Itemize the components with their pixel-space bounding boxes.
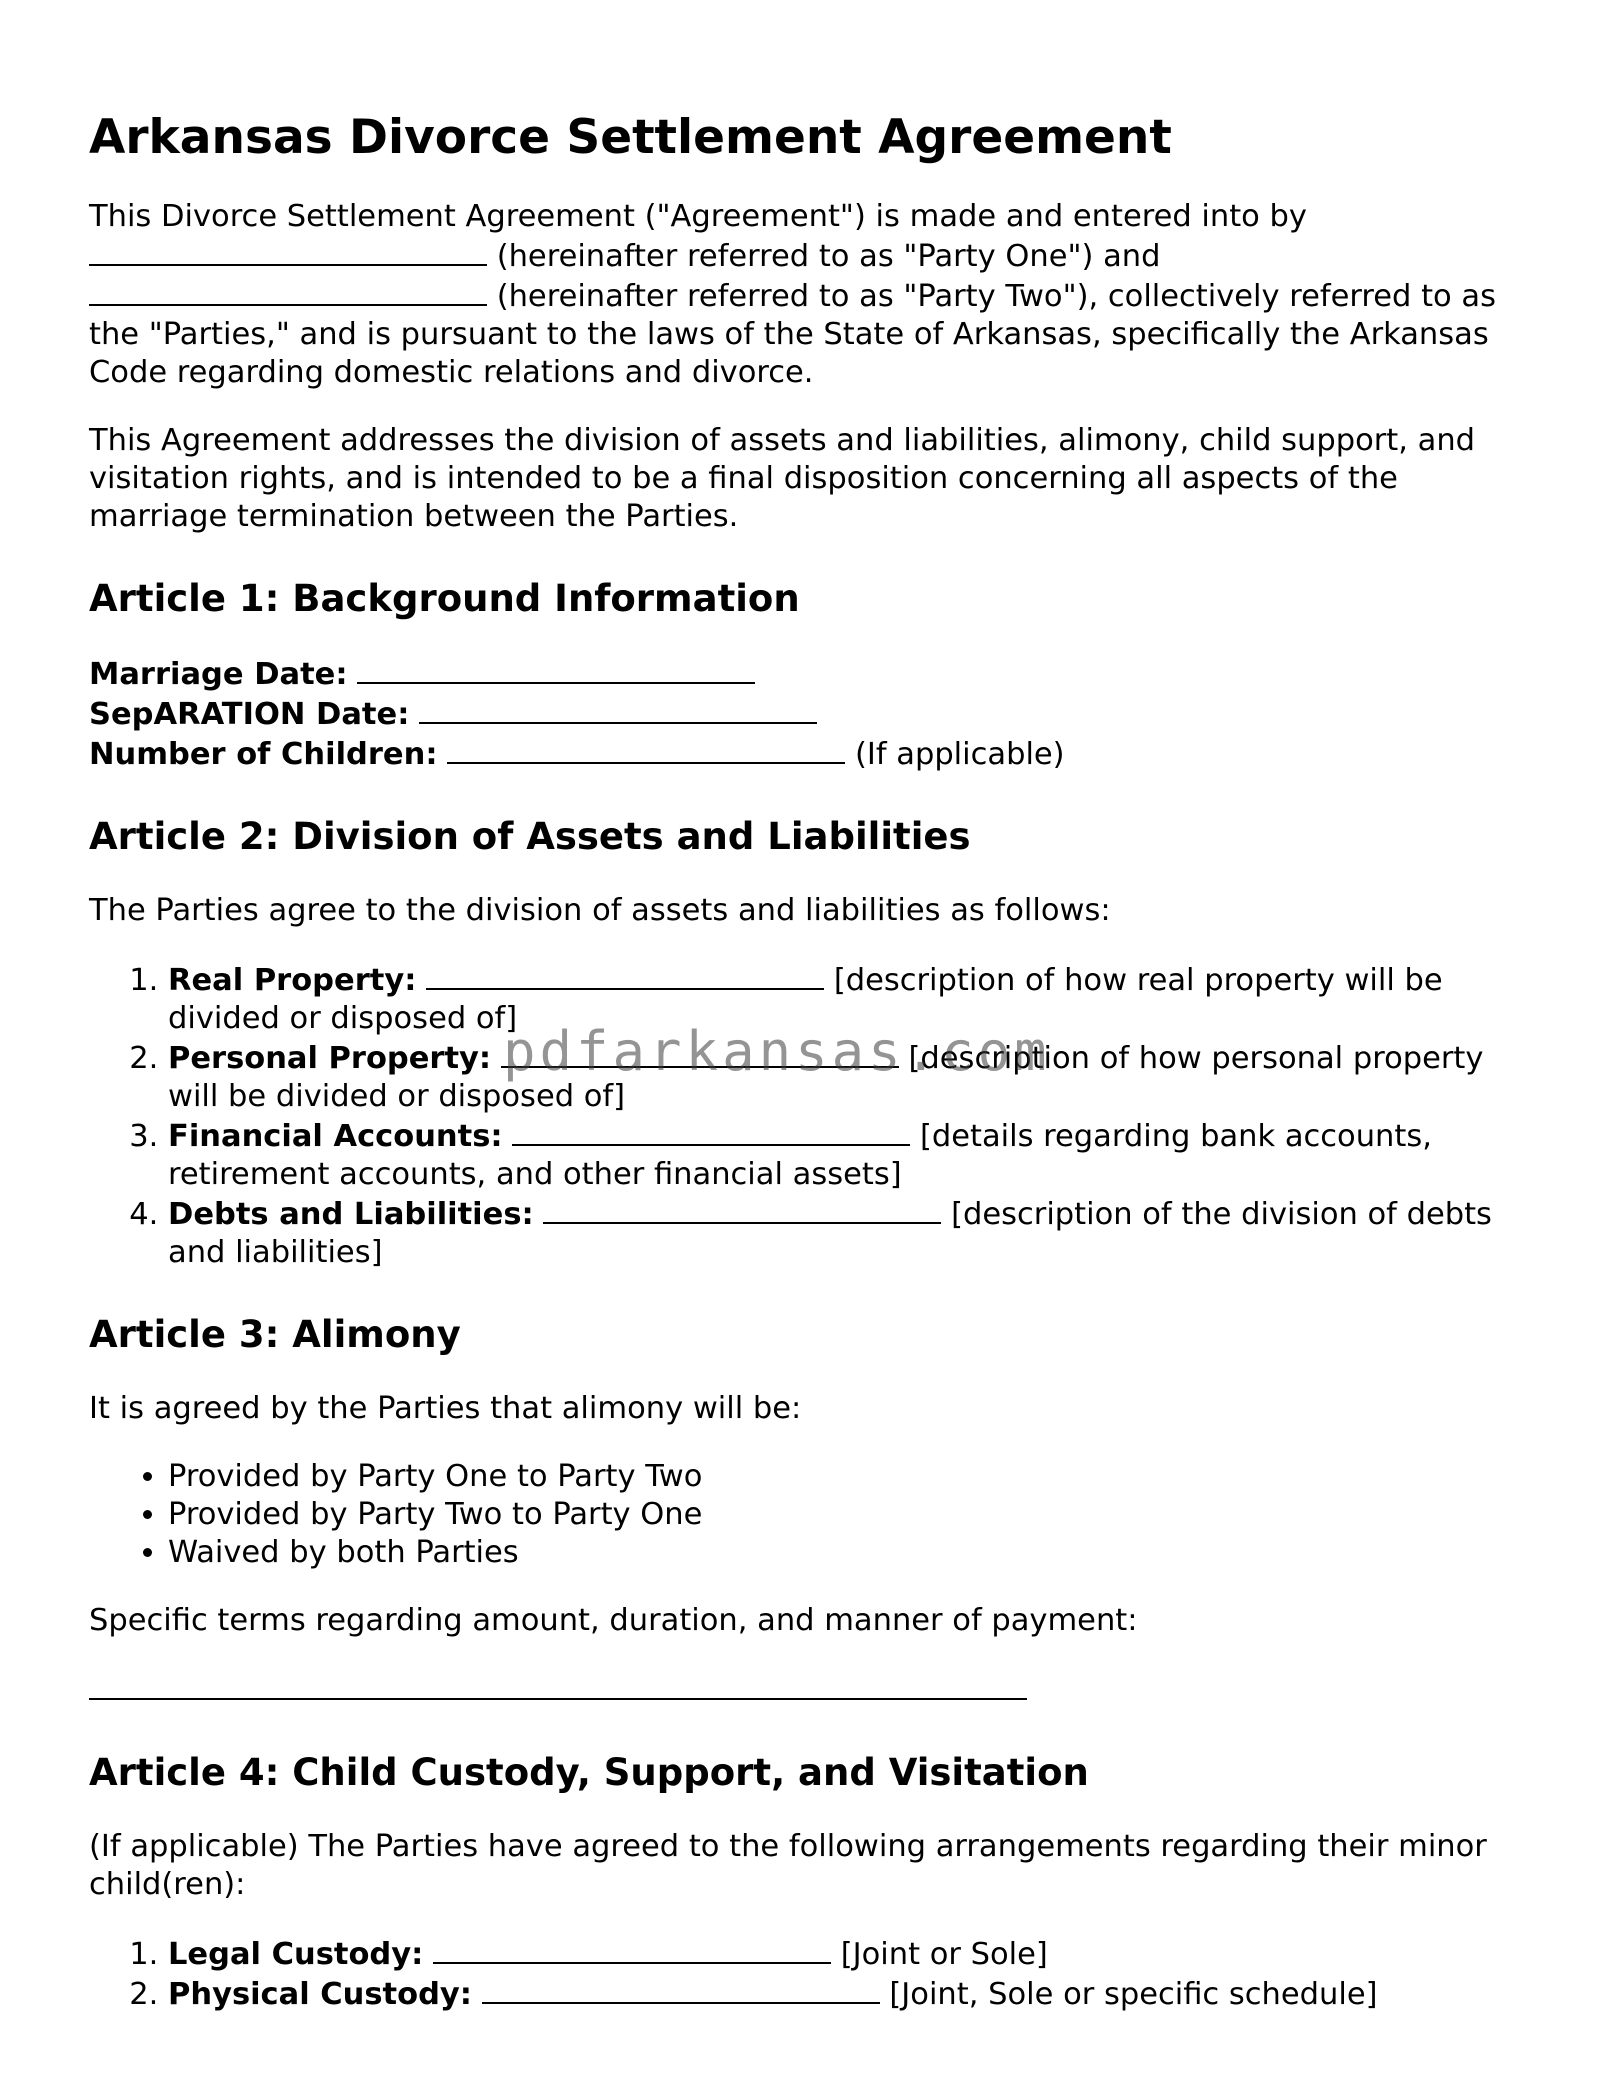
- financial-accounts-desc: [details regarding bank accounts, retirement accounts, and other financial assets]: [168, 1119, 1432, 1192]
- custody-list: [89, 1934, 1529, 2014]
- legal-custody-desc: [Joint or Sole]: [840, 1937, 1048, 1972]
- list-item: [168, 1934, 1529, 1974]
- alimony-terms-blank[interactable]: [89, 1670, 1027, 1700]
- intro-text-a: This Divorce Settlement Agreement ("Agreement") is made and entered into by: [89, 199, 1307, 234]
- alimony-option: • Waived by both Parties: [168, 1534, 1529, 1572]
- marriage-date-label: Marriage Date:: [89, 657, 348, 692]
- article-2-intro: The Parties agree to the division of assets and liabilities as follows:: [89, 893, 1111, 928]
- personal-property-label: Personal Property:: [168, 1041, 492, 1076]
- children-label: Number of Children:: [89, 737, 438, 772]
- separation-date-label: SepARATION Date:: [89, 697, 410, 732]
- background-fields: [89, 654, 1529, 774]
- physical-custody-label: Physical Custody:: [168, 1977, 472, 2012]
- personal-property-desc: [description of how personal property will be divided or disposed of]: [168, 1041, 1484, 1114]
- article-3-intro: It is agreed by the Parties that alimony will be:: [89, 1391, 802, 1426]
- marriage-date-blank[interactable]: [357, 654, 755, 684]
- article-1-heading: Article 1: Background Information: [89, 577, 800, 620]
- article-3-heading: Article 3: Alimony: [89, 1313, 461, 1356]
- party-one-blank[interactable]: [89, 236, 487, 266]
- alimony-options-list: [89, 1458, 1529, 1572]
- debts-blank[interactable]: [543, 1194, 941, 1224]
- physical-custody-blank[interactable]: [482, 1974, 880, 2004]
- alimony-option: • Provided by Party Two to Party One: [168, 1496, 1529, 1534]
- intro-paragraph-1: [89, 198, 1529, 392]
- intro-paragraph-2: This Agreement addresses the division of assets and liabilities, alimony, child support, and visitation rights, and is intended to be a final disposition concerning all aspects of the marriage termination between the Parties.: [89, 423, 1476, 534]
- document-title: Arkansas Divorce Settlement Agreement: [89, 110, 1172, 165]
- list-item: [168, 1974, 1529, 2014]
- children-blank[interactable]: [447, 734, 845, 764]
- debts-desc: [description of the division of debts and liabilities]: [168, 1197, 1492, 1270]
- alimony-terms-line-row: [89, 1670, 1529, 1710]
- article-2-heading: Article 2: Division of Assets and Liabilities: [89, 815, 971, 858]
- list-item: [168, 1194, 1529, 1272]
- article-4-intro: (If applicable) The Parties have agreed to the following arrangements regarding their minor child(ren):: [89, 1829, 1487, 1902]
- legal-custody-label: Legal Custody:: [168, 1937, 424, 1972]
- children-row: [89, 734, 1529, 774]
- financial-accounts-blank[interactable]: [512, 1116, 910, 1146]
- list-item: [168, 1116, 1529, 1194]
- financial-accounts-label: Financial Accounts:: [168, 1119, 503, 1154]
- assets-list: [89, 960, 1529, 1272]
- list-item: [168, 1038, 1529, 1116]
- real-property-blank[interactable]: [426, 960, 824, 990]
- intro-text-b: (hereinafter referred to as "Party One") and: [496, 239, 1161, 274]
- document-page: [89, 108, 1529, 2044]
- separation-date-blank[interactable]: [419, 694, 817, 724]
- intro-text-c: (hereinafter referred to as "Party Two"), collectively referred to as the "Parties," and is pursuant to the laws of the State of Arkansas, specifically the Arkansas Code regarding domestic relations and divorce.: [89, 279, 1496, 390]
- physical-custody-desc: [Joint, Sole or specific schedule]: [889, 1977, 1378, 2012]
- alimony-option: • Provided by Party One to Party Two: [168, 1458, 1529, 1496]
- watermark: pdfarkansas.com: [503, 1020, 1051, 1083]
- legal-custody-blank[interactable]: [433, 1934, 831, 1964]
- debts-label: Debts and Liabilities:: [168, 1197, 534, 1232]
- real-property-desc: [description of how real property will be divided or disposed of]: [168, 963, 1443, 1036]
- real-property-label: Real Property:: [168, 963, 417, 998]
- alimony-terms-text: Specific terms regarding amount, duration, and manner of payment:: [89, 1603, 1138, 1638]
- children-note: (If applicable): [854, 737, 1065, 772]
- personal-property-blank[interactable]: [501, 1038, 899, 1068]
- separation-date-row: [89, 694, 1529, 734]
- marriage-date-row: [89, 654, 1529, 694]
- article-4-heading: Article 4: Child Custody, Support, and Visitation: [89, 1751, 1089, 1794]
- party-two-blank[interactable]: [89, 276, 487, 306]
- list-item: [168, 960, 1529, 1038]
